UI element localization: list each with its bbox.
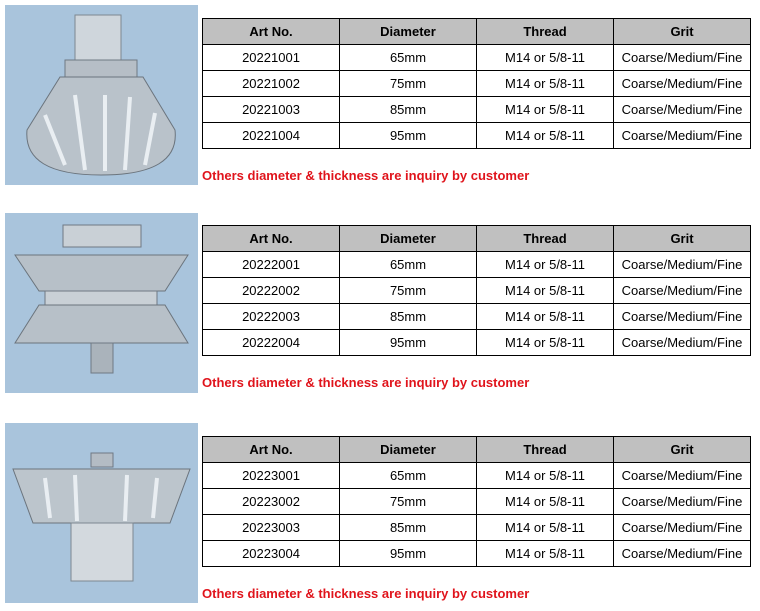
grit-cell: Coarse/Medium/Fine <box>614 304 751 330</box>
thread-cell: M14 or 5/8-11 <box>477 45 614 71</box>
table-row <box>203 304 751 330</box>
diameter-cell: 85mm <box>340 97 477 123</box>
art-no-cell: 20222003 <box>203 304 340 330</box>
col-header-thread: Thread <box>477 437 614 463</box>
inquiry-note: Others diameter & thickness are inquiry by customer <box>202 375 530 390</box>
diameter-cell: 95mm <box>340 123 477 149</box>
thread-cell: M14 or 5/8-11 <box>477 330 614 356</box>
art-no-cell: 20221004 <box>203 123 340 149</box>
thread-cell: M14 or 5/8-11 <box>477 304 614 330</box>
diameter-cell: 75mm <box>340 71 477 97</box>
table-row <box>203 330 751 356</box>
art-no-cell: 20223002 <box>203 489 340 515</box>
diameter-cell: 95mm <box>340 330 477 356</box>
grit-cell: Coarse/Medium/Fine <box>614 541 751 567</box>
thread-cell: M14 or 5/8-11 <box>477 463 614 489</box>
col-header-art-no: Art No. <box>203 19 340 45</box>
art-no-cell: 20221003 <box>203 97 340 123</box>
thread-cell: M14 or 5/8-11 <box>477 71 614 97</box>
spec-table <box>202 436 751 567</box>
grit-cell: Coarse/Medium/Fine <box>614 97 751 123</box>
col-header-diameter: Diameter <box>340 437 477 463</box>
art-no-cell: 20223004 <box>203 541 340 567</box>
thread-cell: M14 or 5/8-11 <box>477 97 614 123</box>
table-header-row <box>203 437 751 463</box>
router-bit-photo <box>5 5 198 185</box>
table-row <box>203 515 751 541</box>
table-row <box>203 463 751 489</box>
table-row <box>203 123 751 149</box>
art-no-cell: 20222001 <box>203 252 340 278</box>
col-header-art-no: Art No. <box>203 437 340 463</box>
table-row <box>203 71 751 97</box>
col-header-grit: Grit <box>614 437 751 463</box>
grit-cell: Coarse/Medium/Fine <box>614 278 751 304</box>
col-header-grit: Grit <box>614 19 751 45</box>
thread-cell: M14 or 5/8-11 <box>477 489 614 515</box>
table-row <box>203 252 751 278</box>
diameter-cell: 65mm <box>340 463 477 489</box>
router-bit-photo <box>5 213 198 393</box>
art-no-cell: 20222002 <box>203 278 340 304</box>
thread-cell: M14 or 5/8-11 <box>477 252 614 278</box>
art-no-cell: 20222004 <box>203 330 340 356</box>
table-row <box>203 541 751 567</box>
diameter-cell: 95mm <box>340 541 477 567</box>
thread-cell: M14 or 5/8-11 <box>477 278 614 304</box>
router-bit-photo <box>5 423 198 603</box>
table-header-row <box>203 226 751 252</box>
table-row <box>203 278 751 304</box>
col-header-thread: Thread <box>477 226 614 252</box>
col-header-art-no: Art No. <box>203 226 340 252</box>
col-header-diameter: Diameter <box>340 19 477 45</box>
diameter-cell: 75mm <box>340 278 477 304</box>
thread-cell: M14 or 5/8-11 <box>477 123 614 149</box>
grit-cell: Coarse/Medium/Fine <box>614 463 751 489</box>
art-no-cell: 20223001 <box>203 463 340 489</box>
diameter-cell: 65mm <box>340 45 477 71</box>
thread-cell: M14 or 5/8-11 <box>477 541 614 567</box>
grit-cell: Coarse/Medium/Fine <box>614 71 751 97</box>
col-header-thread: Thread <box>477 19 614 45</box>
inquiry-note: Others diameter & thickness are inquiry by customer <box>202 168 530 183</box>
diameter-cell: 85mm <box>340 515 477 541</box>
diameter-cell: 85mm <box>340 304 477 330</box>
diameter-cell: 65mm <box>340 252 477 278</box>
grit-cell: Coarse/Medium/Fine <box>614 252 751 278</box>
grit-cell: Coarse/Medium/Fine <box>614 123 751 149</box>
table-row <box>203 45 751 71</box>
table-row <box>203 97 751 123</box>
col-header-diameter: Diameter <box>340 226 477 252</box>
art-no-cell: 20223003 <box>203 515 340 541</box>
grit-cell: Coarse/Medium/Fine <box>614 330 751 356</box>
inquiry-note: Others diameter & thickness are inquiry by customer <box>202 586 530 601</box>
grit-cell: Coarse/Medium/Fine <box>614 489 751 515</box>
table-row <box>203 489 751 515</box>
grit-cell: Coarse/Medium/Fine <box>614 45 751 71</box>
thread-cell: M14 or 5/8-11 <box>477 515 614 541</box>
col-header-grit: Grit <box>614 226 751 252</box>
table-header-row <box>203 19 751 45</box>
spec-table <box>202 225 751 356</box>
spec-table <box>202 18 751 149</box>
grit-cell: Coarse/Medium/Fine <box>614 515 751 541</box>
art-no-cell: 20221002 <box>203 71 340 97</box>
art-no-cell: 20221001 <box>203 45 340 71</box>
diameter-cell: 75mm <box>340 489 477 515</box>
